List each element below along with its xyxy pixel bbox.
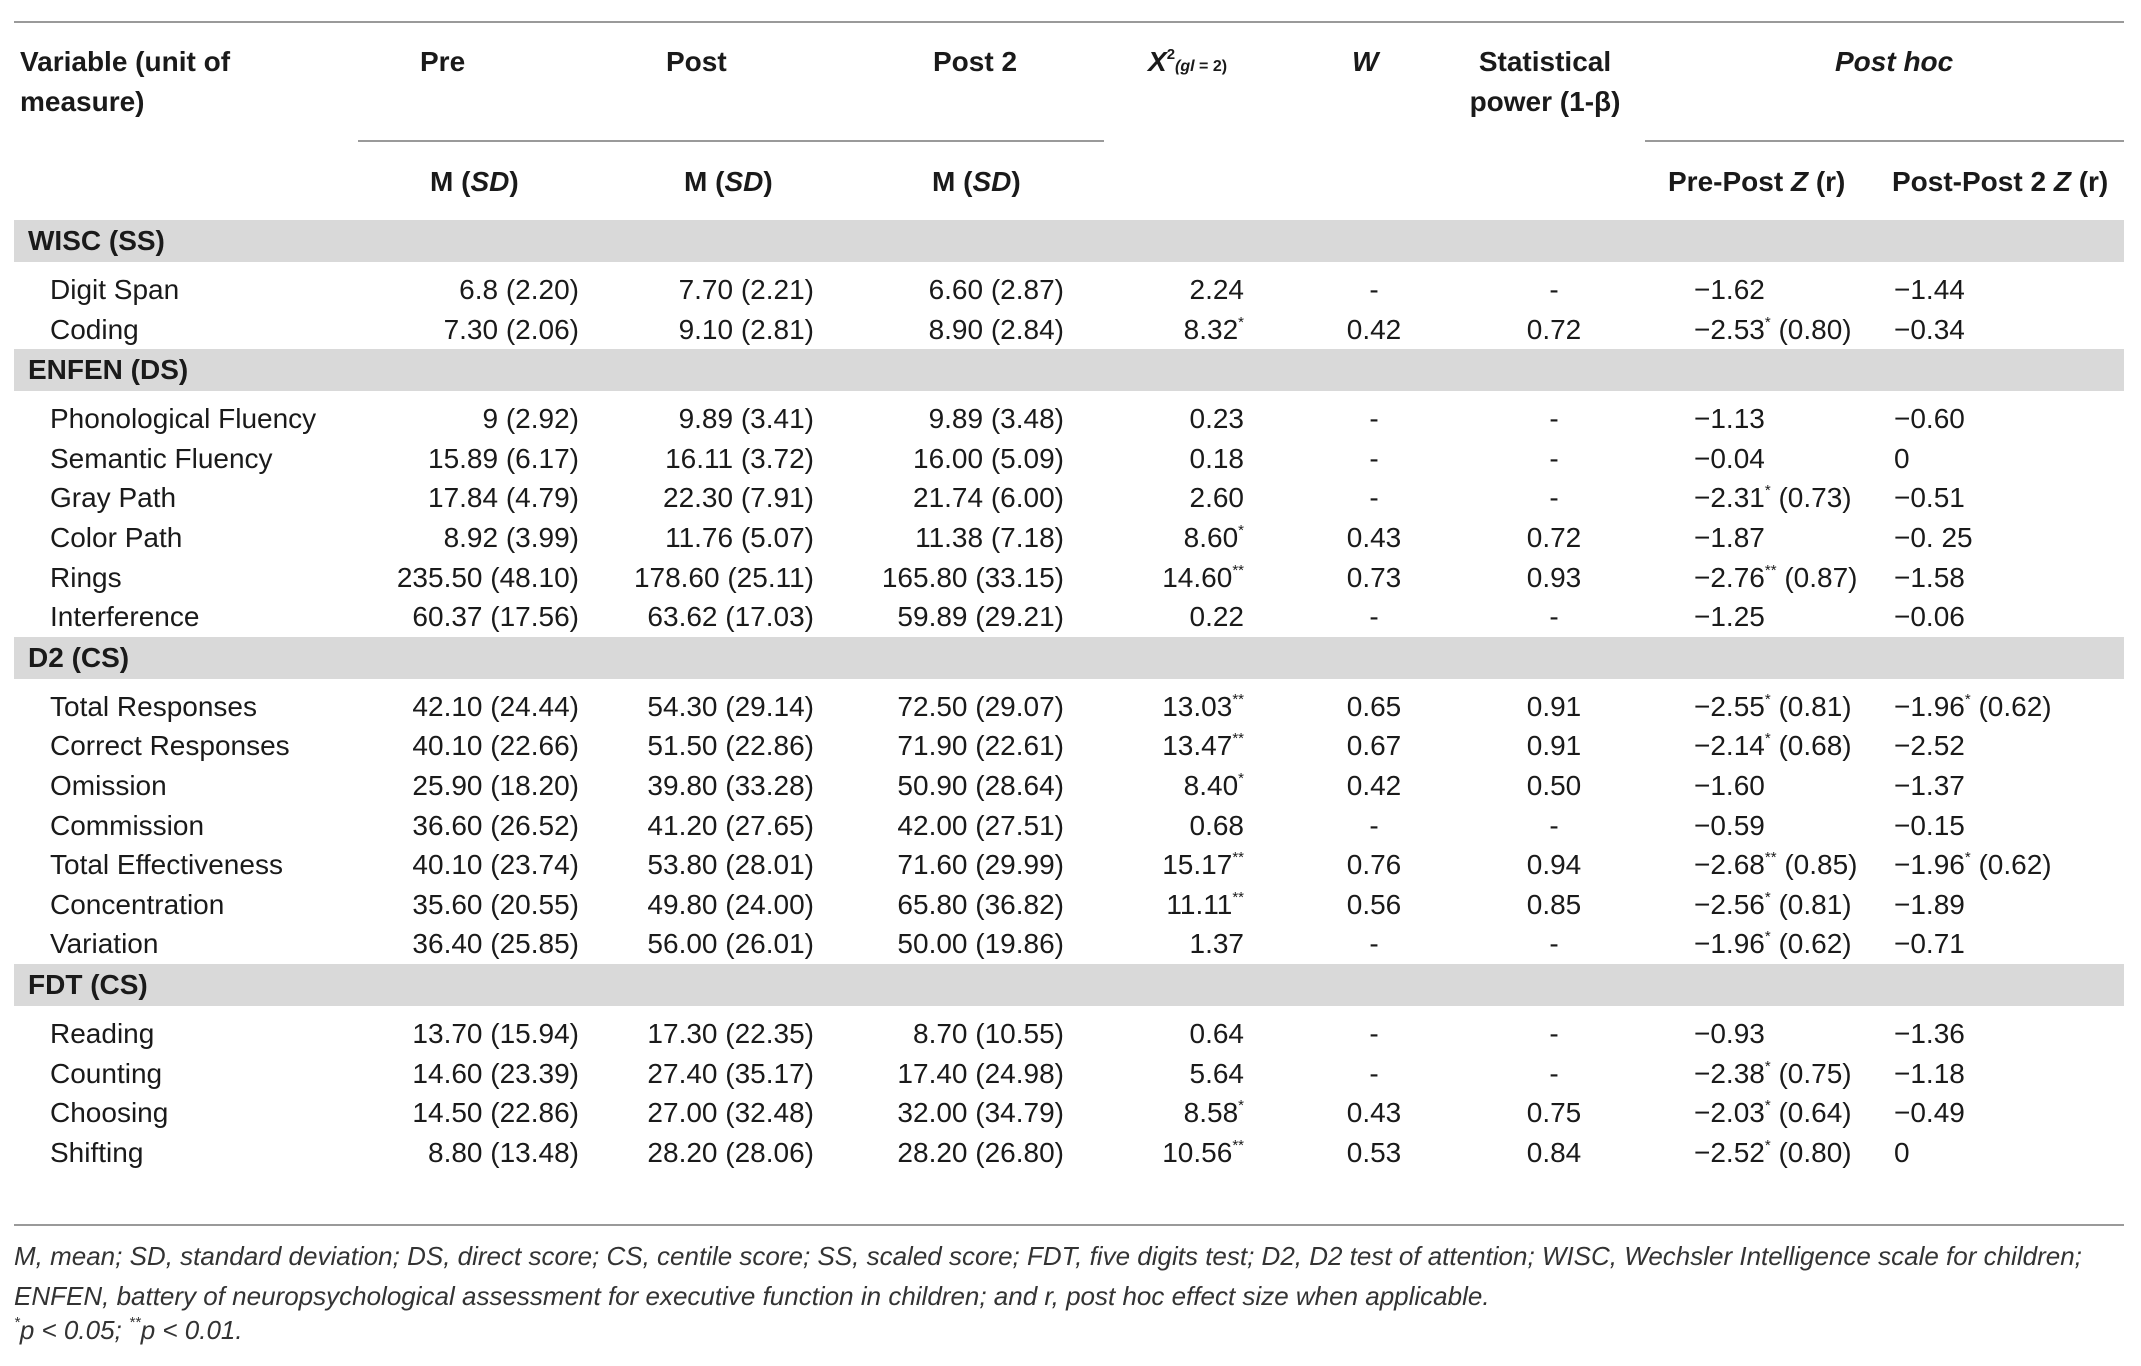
header-pre: Pre xyxy=(420,46,466,77)
row-variable: Counting xyxy=(50,1057,163,1089)
row-post: 49.80 (24.00) xyxy=(647,888,814,920)
row-post2: 8.90 (2.84) xyxy=(928,313,1064,345)
row-chi-square: 0.68 xyxy=(1189,809,1244,841)
header-w: W xyxy=(1352,46,1379,77)
row-post2: 71.60 (29.99) xyxy=(897,849,1064,881)
row-chi-square: 10.56** xyxy=(1162,1136,1244,1168)
row-post2: 32.00 (34.79) xyxy=(897,1097,1064,1129)
row-chi-square: 13.47** xyxy=(1162,730,1244,762)
row-variable: Coding xyxy=(50,313,139,345)
row-post2: 11.38 (7.18) xyxy=(915,522,1064,553)
row-chi-square: 1.37 xyxy=(1189,928,1244,960)
row-chi-square: 8.32* xyxy=(1183,313,1244,345)
row-chi-square: 2.24 xyxy=(1189,274,1244,305)
row-post-post2: −0.06 xyxy=(1894,601,1965,633)
row-power: - xyxy=(1549,928,1559,960)
header-pre-post: Pre-Post Z (r) xyxy=(1668,166,1846,197)
row-w: 0.42 xyxy=(1346,770,1402,801)
row-power: - xyxy=(1549,482,1559,514)
row-power: - xyxy=(1549,442,1559,474)
row-post2: 71.90 (22.61) xyxy=(897,730,1064,762)
row-post: 41.20 (27.65) xyxy=(647,809,814,841)
row-variable: Phonological Fluency xyxy=(50,403,317,435)
row-variable: Digit Span xyxy=(50,274,180,305)
row-w: - xyxy=(1369,442,1379,474)
table-row xyxy=(14,439,2124,479)
row-post: 27.40 (35.17) xyxy=(647,1057,814,1089)
table-row xyxy=(14,1054,2124,1094)
row-post2: 72.50 (29.07) xyxy=(897,690,1064,722)
row-variable: Rings xyxy=(50,561,122,593)
row-pre-post: −1.60 xyxy=(1694,770,1765,801)
row-power: - xyxy=(1549,403,1559,435)
row-pre-post: −2.76** (0.87) xyxy=(1694,561,1858,593)
table-row xyxy=(14,310,2124,350)
table-footnote-abbreviations: M, mean; SD, standard deviation; DS, direct score; CS, centile score; SS, scaled score; FDT, five digits test; D2, D2 test of attention; WISC, Wechsler Intelligence scale for children; ENFEN, battery of neuropsychological assessment for executive function in children; and r, post hoc effect size when applicable. xyxy=(14,1241,2082,1311)
section-label: D2 (CS) xyxy=(28,641,130,673)
row-pre-post: −2.52* (0.80) xyxy=(1694,1136,1852,1168)
table-row xyxy=(14,845,2124,885)
row-variable: Reading xyxy=(50,1018,155,1049)
row-variable: Semantic Fluency xyxy=(50,442,273,474)
row-post2: 65.80 (36.82) xyxy=(897,888,1064,920)
row-power: 0.84 xyxy=(1526,1136,1582,1168)
row-w: 0.42 xyxy=(1346,313,1402,345)
row-w: 0.43 xyxy=(1346,1097,1402,1129)
row-pre: 60.37 (17.56) xyxy=(412,601,579,633)
row-w: - xyxy=(1369,1057,1379,1089)
row-chi-square: 13.03** xyxy=(1162,690,1244,722)
row-post2: 165.80 (33.15) xyxy=(881,561,1064,593)
row-post-post2: 0 xyxy=(1894,1136,1910,1168)
row-post2: 42.00 (27.51) xyxy=(897,809,1064,841)
row-post-post2: 0 xyxy=(1894,442,1910,474)
row-post2: 6.60 (2.87) xyxy=(928,274,1064,305)
row-w: - xyxy=(1369,1018,1379,1049)
row-power: 0.94 xyxy=(1526,849,1582,881)
section-band xyxy=(14,349,2124,391)
section-label: WISC (SS) xyxy=(28,225,165,256)
row-w: 0.65 xyxy=(1346,690,1402,722)
row-w: - xyxy=(1369,274,1379,305)
header-chi-square: $X^2(gl = 2)$ xyxy=(1148,46,1228,77)
row-post: 11.76 (5.07) xyxy=(665,522,814,553)
row-pre: 235.50 (48.10) xyxy=(396,561,579,593)
row-chi-square: 11.11** xyxy=(1166,888,1244,920)
row-power: - xyxy=(1549,809,1559,841)
row-pre: 9 (2.92) xyxy=(482,403,579,435)
row-power: 0.72 xyxy=(1526,313,1582,345)
section-label: ENFEN (DS) xyxy=(28,354,189,386)
row-pre-post: −2.14* (0.68) xyxy=(1694,730,1852,762)
row-power: - xyxy=(1549,1057,1559,1089)
row-pre: 6.8 (2.20) xyxy=(459,274,579,305)
row-pre-post: −0.93 xyxy=(1694,1018,1765,1049)
row-variable: Interference xyxy=(50,601,200,633)
row-power: 0.93 xyxy=(1526,561,1582,593)
row-pre: 35.60 (20.55) xyxy=(412,888,579,920)
row-pre: 13.70 (15.94) xyxy=(412,1018,579,1049)
row-pre: 7.30 (2.06) xyxy=(443,313,579,345)
table-row xyxy=(14,270,2124,310)
header-subrule-means xyxy=(358,140,1104,142)
row-chi-square: 8.40* xyxy=(1183,770,1244,801)
row-variable: Concentration xyxy=(50,888,225,920)
table-row xyxy=(14,806,2124,846)
row-post-post2: −0.51 xyxy=(1894,482,1965,514)
row-pre: 42.10 (24.44) xyxy=(412,690,579,722)
row-power: 0.85 xyxy=(1526,888,1582,920)
row-post: 28.20 (28.06) xyxy=(647,1136,814,1168)
table-row xyxy=(14,399,2124,439)
row-w: 0.56 xyxy=(1346,888,1402,920)
table-bottom-rule xyxy=(14,1224,2124,1226)
row-w: - xyxy=(1369,403,1379,435)
header-post: Post xyxy=(666,46,727,77)
row-post-post2: −1.18 xyxy=(1894,1057,1965,1089)
table-row xyxy=(14,726,2124,766)
row-post-post2: −1.36 xyxy=(1894,1018,1965,1049)
table-row xyxy=(14,1093,2124,1133)
row-pre-post: −0.04 xyxy=(1694,442,1765,474)
row-post-post2: −0. 25 xyxy=(1894,522,1973,553)
row-post2: 17.40 (24.98) xyxy=(897,1057,1064,1089)
row-post: 7.70 (2.21) xyxy=(678,274,814,305)
row-post2: 59.89 (29.21) xyxy=(897,601,1064,633)
row-post: 54.30 (29.14) xyxy=(647,690,814,722)
row-power: 0.91 xyxy=(1526,730,1582,762)
row-w: - xyxy=(1369,809,1379,841)
row-post-post2: −1.58 xyxy=(1894,561,1965,593)
row-post: 27.00 (32.48) xyxy=(647,1097,814,1129)
row-chi-square: 5.64 xyxy=(1189,1057,1244,1089)
row-power: 0.75 xyxy=(1526,1097,1582,1129)
row-post-post2: −1.89 xyxy=(1894,888,1965,920)
row-power: 0.72 xyxy=(1526,522,1582,553)
row-chi-square: 0.64 xyxy=(1189,1018,1244,1049)
table-footnote-significance: *p < 0.05; **p < 0.01. xyxy=(14,1314,243,1345)
header-post2: Post 2 xyxy=(933,46,1018,77)
row-w: 0.43 xyxy=(1346,522,1402,553)
row-variable: Total Effectiveness xyxy=(50,849,283,881)
row-post-post2: −1.37 xyxy=(1894,770,1965,801)
row-variable: Shifting xyxy=(50,1136,144,1168)
row-pre-post: −2.56* (0.81) xyxy=(1694,888,1852,920)
row-post: 9.89 (3.41) xyxy=(678,403,814,435)
row-post2: 28.20 (26.80) xyxy=(897,1136,1064,1168)
table-row xyxy=(14,924,2124,964)
row-post2: 21.74 (6.00) xyxy=(913,482,1064,514)
row-variable: Omission xyxy=(50,770,167,801)
header-variable: Variable (unit of measure) xyxy=(20,46,231,117)
row-variable: Choosing xyxy=(50,1097,169,1129)
row-post-post2: −2.52 xyxy=(1894,730,1965,762)
row-pre: 40.10 (22.66) xyxy=(412,730,579,762)
row-variable: Correct Responses xyxy=(50,730,290,762)
row-post2: 50.90 (28.64) xyxy=(897,770,1064,801)
table-row xyxy=(14,885,2124,925)
row-chi-square: 8.60* xyxy=(1183,522,1244,553)
row-post-post2: −1.96* (0.62) xyxy=(1894,690,2052,722)
row-post-post2: −0.71 xyxy=(1894,928,1965,960)
row-chi-square: 8.58* xyxy=(1183,1097,1244,1129)
row-w: 0.53 xyxy=(1346,1136,1402,1168)
row-post: 51.50 (22.86) xyxy=(647,730,814,762)
row-power: - xyxy=(1549,1018,1559,1049)
row-pre: 14.60 (23.39) xyxy=(412,1057,579,1089)
row-pre: 14.50 (22.86) xyxy=(412,1097,579,1129)
row-w: 0.76 xyxy=(1346,849,1402,881)
row-pre-post: −2.68** (0.85) xyxy=(1694,849,1858,881)
table-row xyxy=(14,1133,2124,1173)
row-w: - xyxy=(1369,601,1379,633)
row-post-post2: −0.15 xyxy=(1894,809,1965,841)
table-top-rule xyxy=(14,21,2124,23)
table-row xyxy=(14,687,2124,727)
row-pre: 36.40 (25.85) xyxy=(412,928,579,960)
row-post: 53.80 (28.01) xyxy=(647,849,814,881)
row-post: 9.10 (2.81) xyxy=(678,313,814,345)
section-band xyxy=(14,964,2124,1006)
row-post: 39.80 (33.28) xyxy=(647,770,814,801)
row-post2: 16.00 (5.09) xyxy=(913,442,1064,474)
table-row xyxy=(14,558,2124,598)
row-chi-square: 0.18 xyxy=(1189,442,1244,474)
row-pre-post: −2.03* (0.64) xyxy=(1694,1097,1852,1129)
row-variable: Gray Path xyxy=(50,482,177,514)
row-variable: Commission xyxy=(50,809,205,841)
row-pre-post: −2.31* (0.73) xyxy=(1694,482,1852,514)
row-pre-post: −0.59 xyxy=(1694,809,1765,841)
row-pre: 15.89 (6.17) xyxy=(428,442,579,474)
row-pre: 8.80 (13.48) xyxy=(428,1136,579,1168)
row-pre-post: −2.38* (0.75) xyxy=(1694,1057,1852,1089)
section-label: FDT (CS) xyxy=(28,969,148,1000)
row-pre-post: −1.25 xyxy=(1694,601,1765,633)
row-post-post2: −1.44 xyxy=(1894,274,1965,305)
row-pre-post: −2.53* (0.80) xyxy=(1694,313,1852,345)
row-post-post2: −0.49 xyxy=(1894,1097,1965,1129)
row-pre: 36.60 (26.52) xyxy=(412,809,579,841)
header-post-msd: M (SD) xyxy=(684,166,773,197)
header-post2-msd: M (SD) xyxy=(932,166,1021,197)
row-w: 0.73 xyxy=(1346,561,1402,593)
row-post2: 8.70 (10.55) xyxy=(913,1018,1064,1049)
row-post-post2: −0.60 xyxy=(1894,403,1965,435)
row-chi-square: 15.17** xyxy=(1162,849,1244,881)
row-post: 16.11 (3.72) xyxy=(665,442,814,474)
row-w: 0.67 xyxy=(1346,730,1402,762)
table-row xyxy=(14,518,2124,558)
row-post-post2: −1.96* (0.62) xyxy=(1894,849,2052,881)
row-post2: 50.00 (19.86) xyxy=(897,928,1064,960)
row-pre: 17.84 (4.79) xyxy=(428,482,579,514)
row-chi-square: 0.23 xyxy=(1189,403,1244,435)
table-row xyxy=(14,1014,2124,1054)
header-post-post2: Post-Post 2 Z (r) xyxy=(1892,166,2109,197)
header-post-hoc: Post hoc xyxy=(1835,46,1954,77)
row-post: 178.60 (25.11) xyxy=(633,561,814,593)
section-band xyxy=(14,637,2124,679)
row-post: 63.62 (17.03) xyxy=(647,601,814,633)
row-chi-square: 2.60 xyxy=(1189,482,1244,514)
header-pre-msd: M (SD) xyxy=(430,166,519,197)
row-chi-square: 0.22 xyxy=(1189,601,1244,633)
header-subrule-posthoc xyxy=(1645,140,2124,142)
row-pre: 40.10 (23.74) xyxy=(412,849,579,881)
table-row xyxy=(14,597,2124,637)
row-power: - xyxy=(1549,601,1559,633)
row-w: - xyxy=(1369,482,1379,514)
row-power: 0.91 xyxy=(1526,690,1582,722)
row-w: - xyxy=(1369,928,1379,960)
row-power: 0.50 xyxy=(1526,770,1582,801)
row-variable: Total Responses xyxy=(50,690,258,722)
row-post: 22.30 (7.91) xyxy=(663,482,814,514)
row-post-post2: −0.34 xyxy=(1894,313,1965,345)
table-row xyxy=(14,766,2124,806)
row-pre-post: −1.13 xyxy=(1694,403,1765,435)
table-row xyxy=(14,478,2124,518)
row-power: - xyxy=(1549,274,1559,305)
row-post2: 9.89 (3.48) xyxy=(928,403,1064,435)
row-pre-post: −1.96* (0.62) xyxy=(1694,928,1852,960)
row-pre: 25.90 (18.20) xyxy=(412,770,579,801)
row-variable: Variation xyxy=(50,928,159,960)
row-chi-square: 14.60** xyxy=(1162,561,1244,593)
row-pre-post: −2.55* (0.81) xyxy=(1694,690,1852,722)
row-post: 17.30 (22.35) xyxy=(647,1018,814,1049)
row-pre-post: −1.62 xyxy=(1694,274,1765,305)
row-pre-post: −1.87 xyxy=(1694,522,1765,553)
row-pre: 8.92 (3.99) xyxy=(443,522,579,553)
header-statistical-power: Statistical power (1-β) xyxy=(1469,46,1621,117)
section-band xyxy=(14,220,2124,262)
row-post: 56.00 (26.01) xyxy=(647,928,814,960)
row-variable: Color Path xyxy=(50,522,183,553)
